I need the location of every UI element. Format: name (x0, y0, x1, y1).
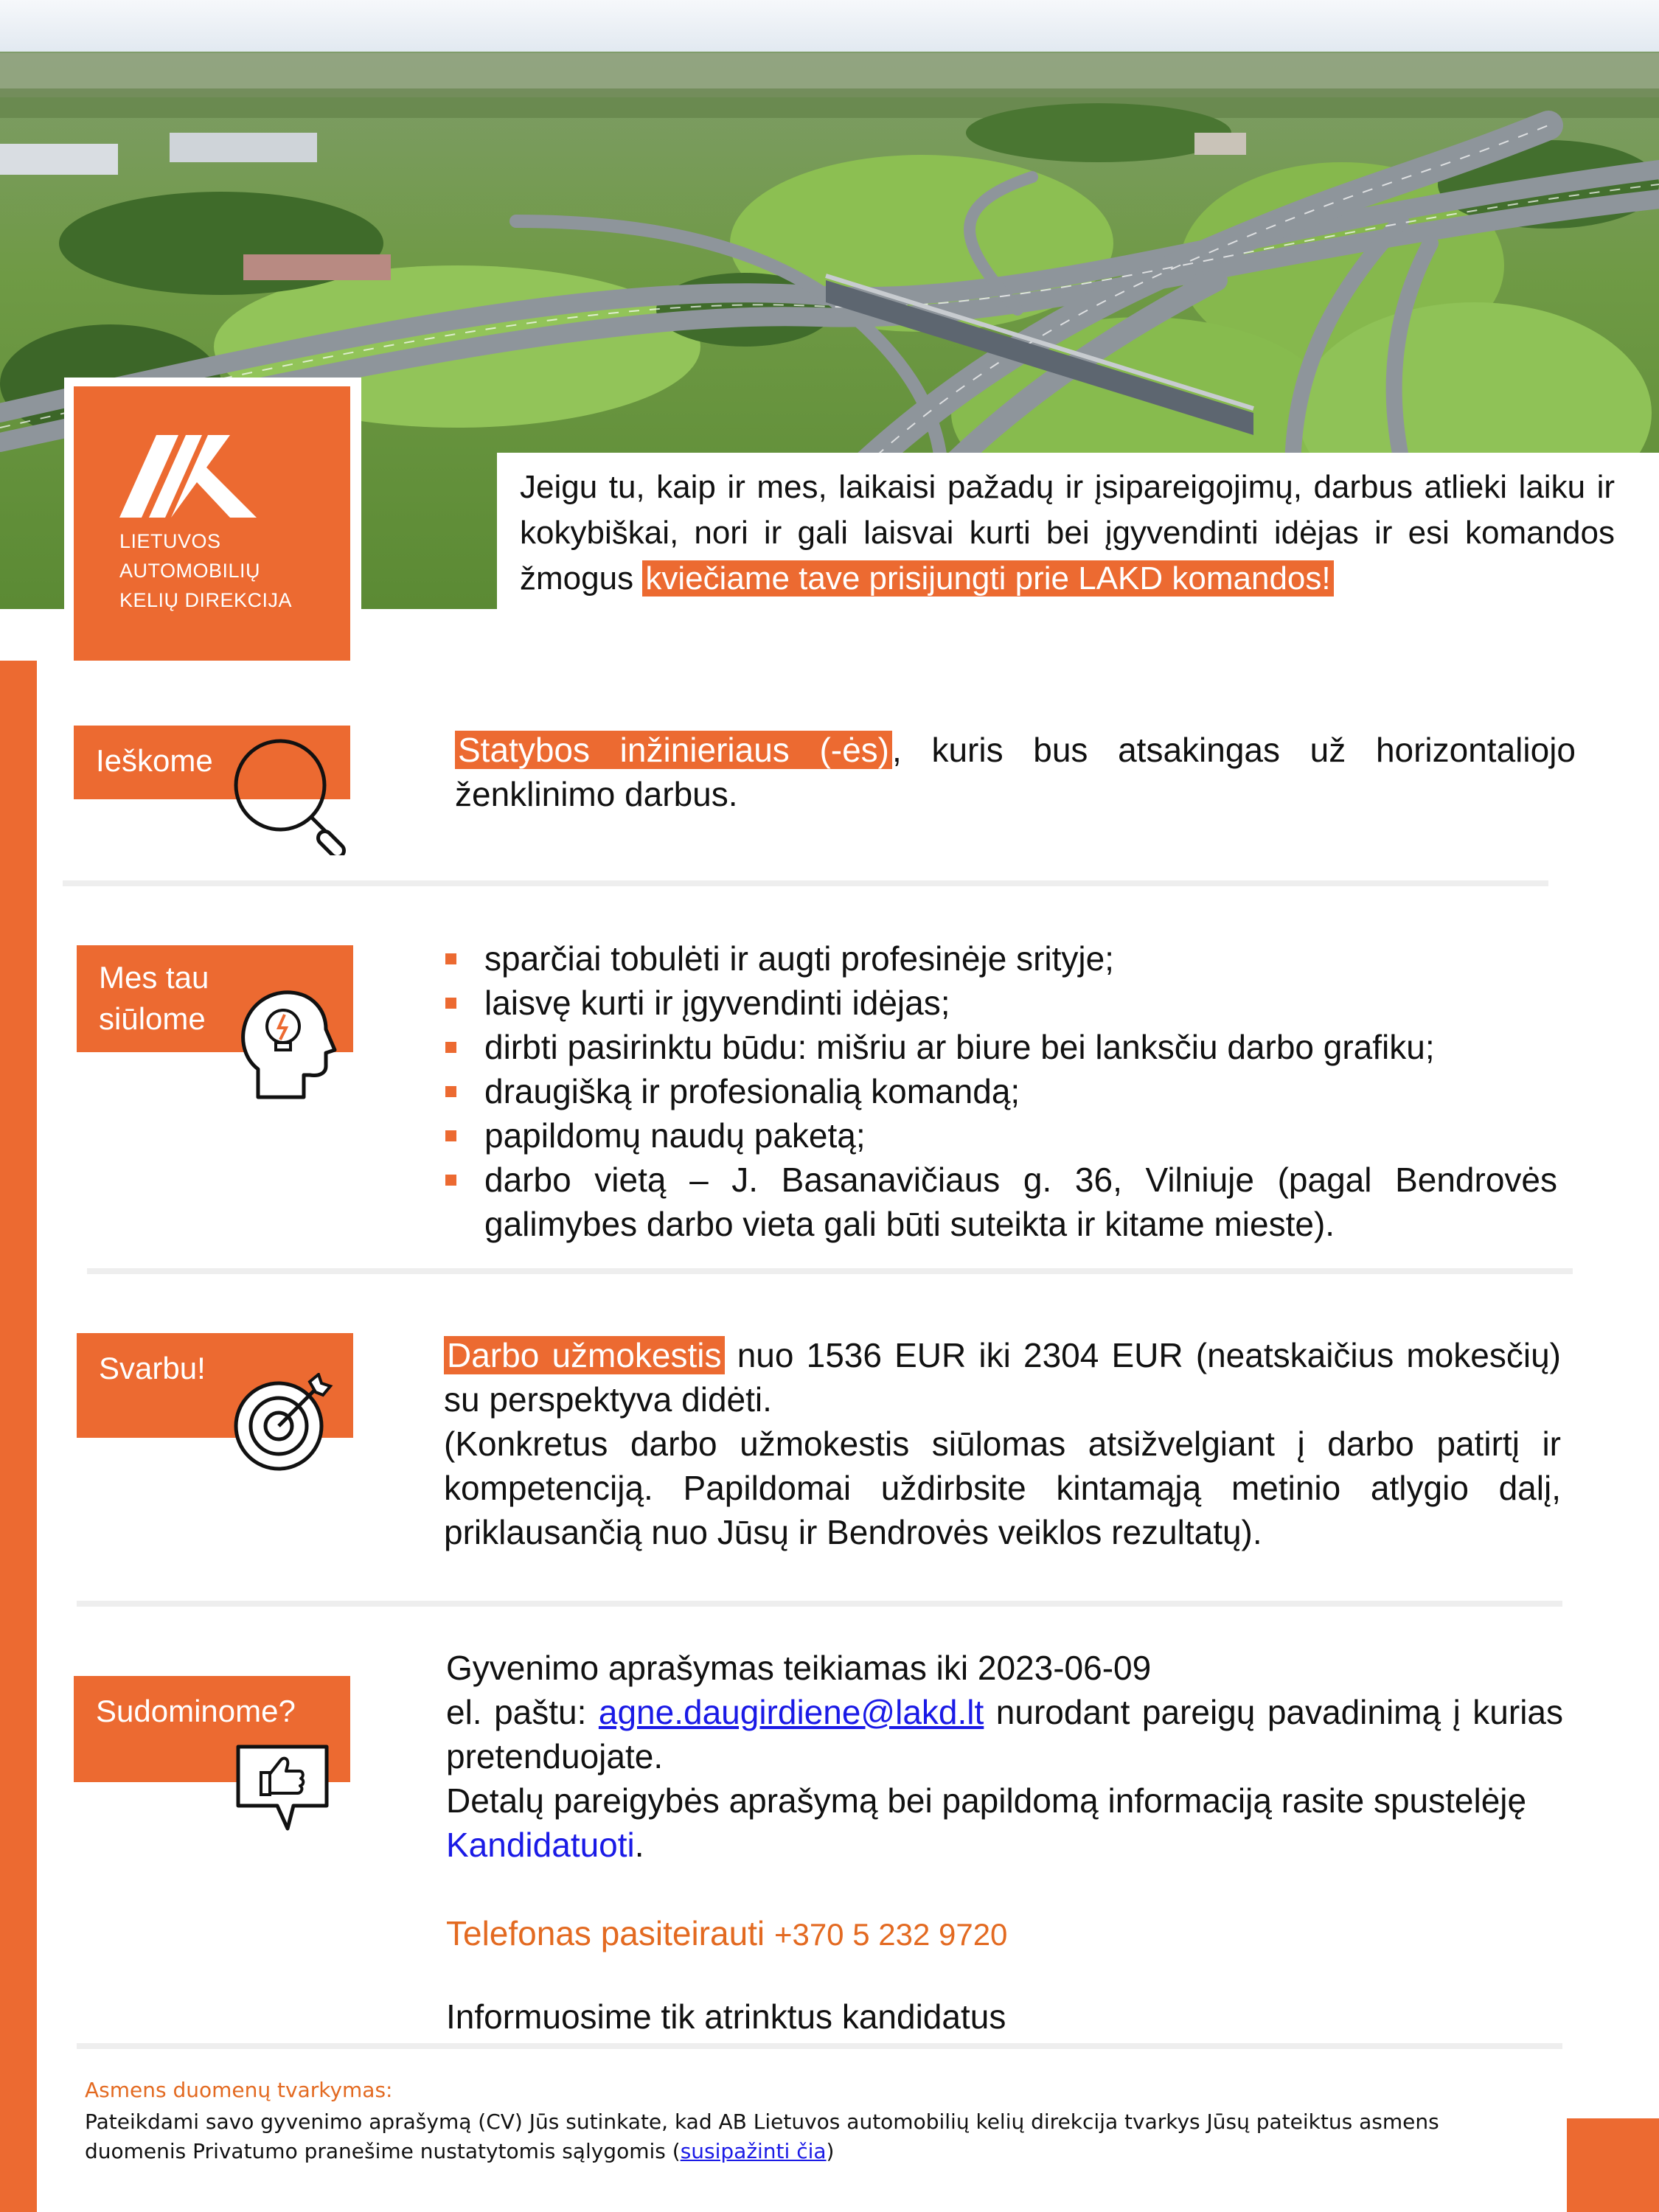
email-suffix: nurodant pareigų pavadinimą į kurias pretenduojate. (446, 1693, 1563, 1775)
salary-text: nuo 1536 EUR iki 2304 EUR (neatskaičius mokesčių) su perspektyva didėti. (444, 1336, 1561, 1419)
separator-1 (63, 880, 1548, 886)
position-title: Statybos inžinieriaus (-ės) (455, 731, 892, 769)
phone-label: Telefonas pasiteirauti (446, 1914, 765, 1952)
offer-item: papildomų naudų paketą; (444, 1113, 1557, 1158)
magnifier-icon (221, 730, 354, 855)
notice-text: Informuosime tik atrinktus kandidatus (446, 1997, 1006, 2036)
label-svarbu-text: Svarbu! (99, 1351, 206, 1385)
label-siulome-line2: siūlome (99, 1001, 206, 1036)
position-description: , kuris bus atsakingas už horizontaliojo ženklinimo darbus. (455, 731, 1576, 813)
label-sudominome-text: Sudominome? (96, 1694, 296, 1728)
privacy-body: Pateikdami savo gyvenimo aprašymą (CV) Jūs sutinkate, kad AB Lietuvos automobilių kelių direkcija tvarkys Jūsų pateiktus asmens duomenis Privatumo pranešime nustatytomis sąlygomis ( (85, 2110, 1439, 2163)
head-lightbulb-icon (236, 987, 339, 1101)
offers-list (444, 936, 1557, 1246)
phone-number: +370 5 232 9720 (773, 1917, 1008, 1952)
deadline-text: Gyvenimo aprašymas teikiamas iki 2023-06-09 (446, 1649, 1152, 1687)
separator-3 (77, 1601, 1562, 1607)
separator-4 (77, 2043, 1562, 2049)
offer-item: draugišką ir profesionalią komandą; (444, 1069, 1557, 1113)
intro-paragraph (520, 465, 1615, 602)
corner-accent (1567, 2118, 1659, 2212)
details-paragraph (446, 1778, 1563, 1867)
company-logo (74, 386, 350, 661)
privacy-title: Asmens duomenų tvarkymas: (85, 2078, 393, 2102)
intro-text: Jeigu tu, kaip ir mes, laikaisi pažadų ir įsipareigojimų, darbus atlieki laiku ir kokybiškai, nori ir gali laisvai kurti bei įgyvendinti idėjas ir esi komandos žmogus (520, 469, 1615, 597)
intro-highlight: kviečiame tave prisijungti prie LAKD komandos! (642, 560, 1333, 597)
logo-wordmark (119, 526, 292, 615)
email-link[interactable]: agne.daugirdiene@lakd.lt (598, 1693, 984, 1731)
offer-item: darbo vietą – J. Basanavičiaus g. 36, Vilniuje (pagal Bendrovės galimybes darbo vieta gali būti suteikta ir kitame mieste). (444, 1158, 1557, 1246)
privacy-end: ) (826, 2139, 835, 2163)
email-prefix: el. paštu: (446, 1693, 599, 1731)
search-paragraph (455, 728, 1576, 816)
offer-item: sparčiai tobulėti ir augti profesinėje srityje; (444, 936, 1557, 981)
details-text: Detalų pareigybės aprašymą bei papildomą informaciją rasite spustelėję (446, 1781, 1527, 1820)
apply-link[interactable]: Kandidatuoti (446, 1826, 635, 1864)
privacy-text (85, 2107, 1545, 2166)
details-end: . (634, 1826, 644, 1864)
privacy-link[interactable]: susipažinti čia (680, 2139, 827, 2163)
separator-2 (87, 1268, 1573, 1274)
offer-item: dirbti pasirinktu būdu: mišriu ar biure bei lanksčiu darbo grafiku; (444, 1025, 1557, 1069)
label-siulome-line1: Mes tau (99, 960, 209, 995)
label-ieskome-text: Ieškome (96, 743, 213, 778)
salary-paragraph (444, 1333, 1561, 1422)
road-stripes-logo-icon (119, 435, 257, 518)
left-accent-rail (0, 661, 37, 2212)
logo-line-2: AUTOMOBILIŲ (119, 560, 261, 582)
thumbs-up-chat-icon (234, 1743, 330, 1833)
target-arrow-icon (233, 1373, 333, 1473)
logo-line-3: KELIŲ DIREKCIJA (119, 589, 293, 611)
phone-line (446, 1911, 1007, 1957)
logo-line-1: LIETUVOS (119, 530, 221, 552)
salary-note: (Konkretus darbo užmokestis siūlomas atsižvelgiant į darbo patirtį ir kompetenciją. Papildomai uždirbsite kintamąją metinio atlygio dalį, priklausančią nuo Jūsų ir Bendrovės veiklos rezultatų). (444, 1425, 1561, 1551)
salary-highlight: Darbo užmokestis (444, 1336, 725, 1374)
offer-item: laisvę kurti ir įgyvendinti idėjas; (444, 981, 1557, 1025)
email-paragraph (446, 1690, 1563, 1778)
